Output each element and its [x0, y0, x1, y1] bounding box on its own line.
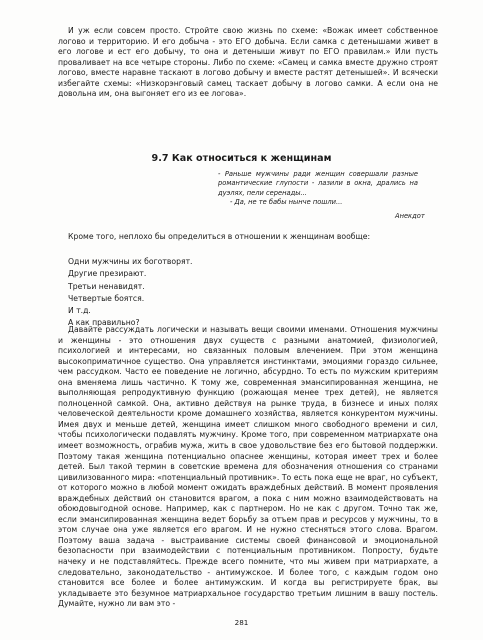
intro-paragraph: И уж если совсем просто. Стройте свою жизнь по схеме: «Вожак имеет собственное логово и территорию. И его добыча - это ЕГО добыча. Если самка с детенышами живет в его логове и ест его добычу, то она и детеныши живут по ЕГО правилам.» Или пусть проваливает на все четыре стороны. Либо по схеме: «Самец и самка вместе дружно строят логово, вместе наравне таскают в логово добычу и вместе растят детенышей». И всячески избегайте схемы: «Низкорэнговый самец таскает добычу в логово самки. А если она не довольна им, она выгоняет его из ее логова». — [58, 26, 438, 99]
page-number: 281 — [234, 618, 249, 627]
attitudes-list — [68, 256, 193, 330]
section-heading: 9.7 Как относиться к женщинам — [151, 153, 332, 164]
epigraph-line-1: - Раньше мужчины ради женщин совершали разные романтические глупости - лазили в окна, дрались на дуэлях, пели серенады... — [218, 170, 418, 197]
list-item: Третьи ненавидят. — [68, 281, 145, 291]
list-item: Четвертые боятся. — [68, 293, 145, 303]
main-paragraph: Давайте рассуждать логически и называть вещи своими именами. Отношения мужчины и женщины - это отношения двух существ с разными анатомией, физиологией, психологией и интересами, но связанных половым влечением. При этом женщина высокоприматичное существо. Она управляется инстинктами, эмоциями гораздо сильнее, чем рассудком. Часто ее поведение не логично, абсурдно. То есть по мужским критериям она вменяема лишь частично. К тому же, современная эмансипированная женщина, не выполняющая репродуктивную функцию (рожающая менее трех детей), не является полноценной самкой. Она, активно действуя на рынке труда, в бизнесе и иных полях человеческой деятельности кроме домашнего хозяйства, является конкурентом мужчины. Имея двух и меньше детей, женщина имеет слишком много свободного времени и сил, чтобы психологически подавлять мужчину. Кроме того, при современном матриархате она имеет возможность, ограбив мужа, жить в свое удовольствие без его бытовой поддержки. Поэтому такая женщина потенциально опаснее женщины, которая имеет трех и более детей. Был такой термин в советские времена для обозначения отношения со странами цивилизованного мира: «потенциальный противник». То есть пока еще не враг, но субъект, от которого можно в любой момент ожидать враждебных действий. В момент проявления враждебных действий он становится врагом, а пока с ним можно взаимодействовать на обоюдовыгодной основе. Например, как с партнером. Но не как с другом. Точно так же, если эмансипированная женщина ведет борьбу за отъем прав и ресурсов у мужчины, то в этом случае она уже является его врагом. И не нужно стесняться этого слова. Врагом. Поэтому ваша задача - выстраивание системы своей финансовой и эмоциональной безопасности при взаимодействии с потенциальным противником. Попросту, будьте начеку и не подставляйтесь. Прежде всего помните, что мы живем при матриархате, а следовательно, законодательство - антимужское. И более того, с каждым годом оно становится все более и более антимужским. И когда вы регистрируете брак, вы укладываете это безумное матриархальное государство третьим лишним в вашу постель. Думайте, нужно ли вам это - — [58, 325, 438, 609]
lead-sentence: Кроме того, неплохо бы определиться в отношении к женщинам вообще: — [68, 232, 371, 241]
epigraph-source: Анекдот — [395, 212, 425, 220]
list-item: И т.д. — [68, 306, 91, 316]
list-item: Другие презирают. — [68, 269, 147, 279]
epigraph — [218, 170, 418, 207]
list-item: А как правильно? — [68, 318, 140, 328]
list-item: Одни мужчины их боготворят. — [68, 257, 193, 266]
epigraph-line-2: - Да, не те бабы нынче пошли... — [230, 197, 343, 206]
